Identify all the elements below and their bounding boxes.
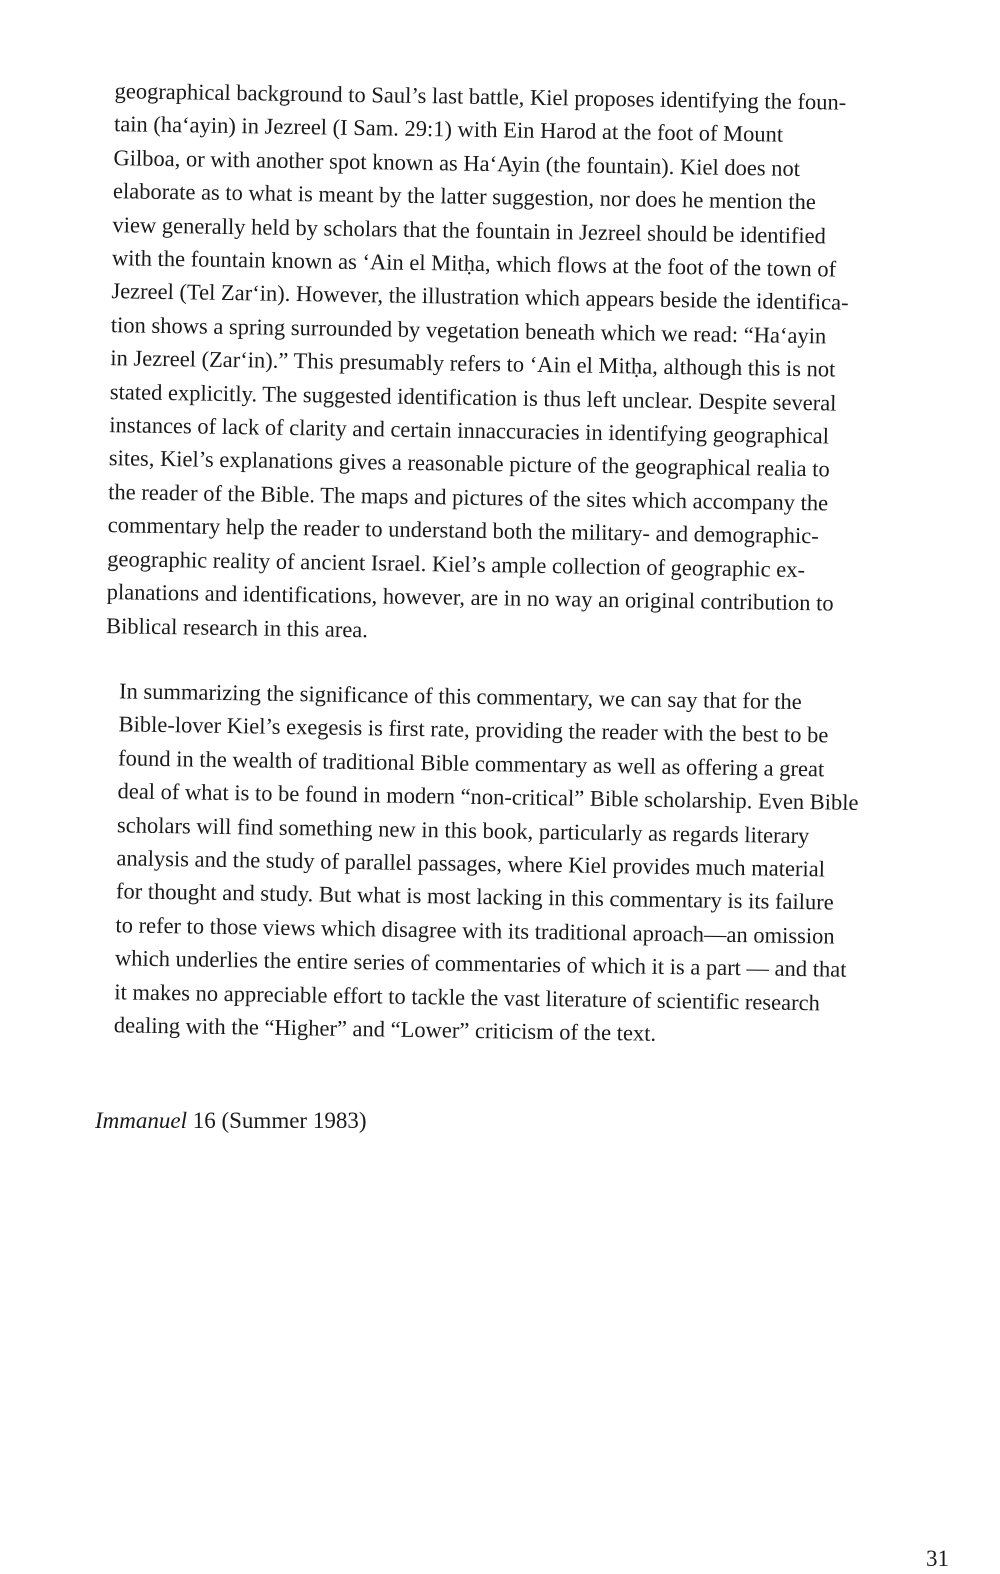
- paragraph-1-line: elaborate as to what is meant by the latter suggestion, nor does he mention the: [112, 178, 817, 215]
- paragraph-1-line: Gilboa, or with another spot known as Ha‘Ayin (the fountain). Kiel does not: [113, 144, 801, 181]
- paragraph-1-line: commentary help the reader to understand both the military- and demographic-: [107, 512, 819, 549]
- paragraph-1-line: tion shows a spring surrounded by vegetation beneath which we read: “Ha‘ayin: [110, 311, 827, 349]
- paragraph-1-line: stated explicitly. The suggested identification is thus left unclear. Despite several: [109, 378, 837, 416]
- citation: [95, 1106, 367, 1136]
- paragraph-1-line: tain (ha‘ayin) in Jezreel (I Sam. 29:1) with Ein Harod at the foot of Mount: [113, 111, 784, 148]
- paragraph-1-line: view generally held by scholars that the fountain in Jezreel should be identified: [112, 211, 827, 248]
- paragraph-2-line: analysis and the study of parallel passages, where Kiel provides much material: [116, 845, 826, 882]
- paragraph-1-line: in Jezreel (Zar‘in).” This presumably refers to ‘Ain el Mitḥa, although this is not: [110, 345, 836, 382]
- paragraph-1-line: Jezreel (Tel Zar‘in). However, the illustration which appears beside the identifica-: [111, 278, 849, 316]
- paragraph-1-line: the reader of the Bible. The maps and pictures of the sites which accompany the: [108, 479, 829, 516]
- paragraph-1-line: instances of lack of clarity and certain innaccuracies in identifying geographical: [109, 412, 830, 449]
- citation-journal: Immanuel: [95, 1108, 187, 1133]
- paragraph-2-line: deal of what is to be found in modern “non-critical” Bible scholarship. Even Bible: [117, 778, 859, 816]
- paragraph-2-line: dealing with the “Higher” and “Lower” criticism of the text.: [113, 1012, 657, 1046]
- paragraph-1-line: sites, Kiel’s explanations gives a reasonable picture of the geographical realia to: [108, 445, 830, 482]
- paragraph-1-line: with the fountain known as ‘Ain el Mitḥa, which flows at the foot of the town of: [111, 245, 837, 282]
- paragraph-2-line: Bible-lover Kiel’s exegesis is first rate, providing the reader with the best to be: [118, 711, 829, 748]
- paragraph-1-line: Biblical research in this area.: [105, 612, 369, 642]
- page-number: 31: [926, 1546, 949, 1571]
- paragraph-2-line: scholars will find something new in this book, particularly as regards literary: [116, 811, 810, 848]
- paragraph-1-line: planations and identifications, however, are in no way an original contribution to: [106, 579, 834, 616]
- paragraph-2-line: it makes no appreciable effort to tackle the vast literature of scientific research: [114, 978, 821, 1016]
- citation-issue: 16 (Summer 1983): [186, 1108, 367, 1133]
- paragraph-2-line: which underlies the entire series of commentaries of which it is a part — and that: [114, 945, 847, 983]
- paragraph-2: [88, 674, 861, 1053]
- paragraph-1-line: geographical background to Saul’s last battle, Kiel proposes identifying the foun-: [114, 78, 847, 115]
- paragraph-1: [106, 74, 852, 653]
- paragraph-1-line: geographic reality of ancient Israel. Kiel’s ample collection of geographic ex-: [107, 545, 806, 582]
- paragraph-2-line: to refer to those views which disagree with its traditional aproach—an omission: [115, 912, 835, 949]
- paragraph-2-line: In summarizing the significance of this commentary, we can say that for the: [118, 678, 802, 715]
- body-text: [104, 0, 976, 1046]
- paragraph-2-line: for thought and study. But what is most lacking in this commentary is its failure: [115, 878, 834, 916]
- paragraph-2-line: found in the wealth of traditional Bible commentary as well as offering a great: [117, 745, 825, 782]
